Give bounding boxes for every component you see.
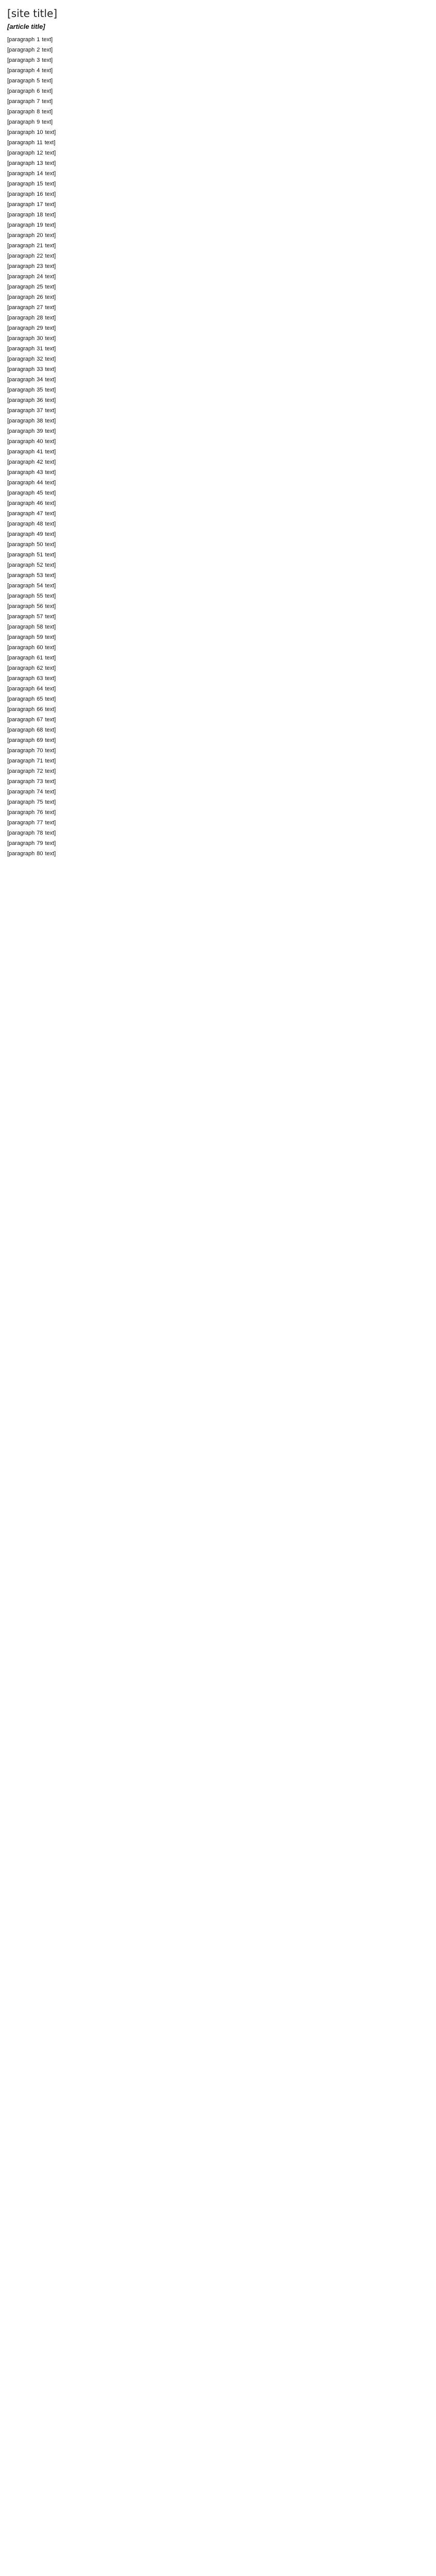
- article-paragraph: [paragraph 20 text]: [7, 232, 56, 239]
- article-paragraph: [paragraph 18 text]: [7, 212, 56, 218]
- article-paragraph: [paragraph 66 text]: [7, 706, 56, 713]
- page: [0, 0, 436, 870]
- article-paragraph: [paragraph 76 text]: [7, 809, 56, 816]
- article-paragraph: [paragraph 5 text]: [7, 78, 53, 84]
- article-paragraph: [paragraph 74 text]: [7, 789, 56, 795]
- article-body: [7, 36, 427, 858]
- article-title: [article title]: [7, 23, 45, 30]
- article-paragraph: [paragraph 65 text]: [7, 696, 56, 702]
- article-paragraph: [paragraph 10 text]: [7, 129, 56, 135]
- article-paragraph: [paragraph 19 text]: [7, 222, 56, 228]
- article-paragraph: [paragraph 79 text]: [7, 840, 56, 846]
- article-paragraph: [paragraph 21 text]: [7, 243, 56, 249]
- article-paragraph: [paragraph 46 text]: [7, 500, 56, 506]
- article-paragraph: [paragraph 49 text]: [7, 531, 56, 537]
- article-paragraph: [paragraph 25 text]: [7, 284, 56, 290]
- article-paragraph: [paragraph 27 text]: [7, 304, 56, 311]
- article-paragraph: [paragraph 31 text]: [7, 346, 56, 352]
- article-paragraph: [paragraph 40 text]: [7, 438, 56, 445]
- article-paragraph: [paragraph 72 text]: [7, 768, 56, 774]
- article-paragraph: [paragraph 38 text]: [7, 418, 56, 424]
- article-paragraph: [paragraph 69 text]: [7, 737, 56, 743]
- article-paragraph: [paragraph 63 text]: [7, 675, 56, 682]
- article-paragraph: [paragraph 59 text]: [7, 634, 56, 640]
- article-paragraph: [paragraph 11 text]: [7, 140, 56, 146]
- article-paragraph: [paragraph 1 text]: [7, 37, 53, 43]
- article-paragraph: [paragraph 73 text]: [7, 778, 56, 785]
- article-paragraph: [paragraph 30 text]: [7, 335, 56, 342]
- article-paragraph: [paragraph 36 text]: [7, 397, 56, 403]
- article-paragraph: [paragraph 77 text]: [7, 820, 56, 826]
- article-paragraph: [paragraph 9 text]: [7, 119, 53, 125]
- article-paragraph: [paragraph 60 text]: [7, 645, 56, 651]
- article-paragraph: [paragraph 17 text]: [7, 201, 56, 208]
- site-title: [site title]: [7, 7, 58, 20]
- article-paragraph: [paragraph 34 text]: [7, 377, 56, 383]
- article-paragraph: [paragraph 78 text]: [7, 830, 56, 836]
- article-paragraph: [paragraph 37 text]: [7, 408, 56, 414]
- article-paragraph: [paragraph 68 text]: [7, 727, 56, 733]
- article-paragraph: [paragraph 28 text]: [7, 315, 56, 321]
- article-paragraph: [paragraph 39 text]: [7, 428, 56, 434]
- article-paragraph: [paragraph 3 text]: [7, 57, 53, 63]
- article-paragraph: [paragraph 42 text]: [7, 459, 56, 465]
- article-paragraph: [paragraph 64 text]: [7, 686, 56, 692]
- article-paragraph: [paragraph 67 text]: [7, 717, 56, 723]
- article-paragraph: [paragraph 43 text]: [7, 469, 56, 476]
- article-paragraph: [paragraph 24 text]: [7, 274, 56, 280]
- article-paragraph: [paragraph 45 text]: [7, 490, 56, 496]
- article-paragraph: [paragraph 22 text]: [7, 253, 56, 259]
- article-paragraph: [paragraph 2 text]: [7, 47, 53, 53]
- article-paragraph: [paragraph 29 text]: [7, 325, 56, 331]
- article-paragraph: [paragraph 57 text]: [7, 614, 56, 620]
- article-paragraph: [paragraph 32 text]: [7, 356, 56, 362]
- article-paragraph: [paragraph 33 text]: [7, 366, 56, 372]
- article-paragraph: [paragraph 48 text]: [7, 521, 56, 527]
- article-paragraph: [paragraph 71 text]: [7, 758, 56, 764]
- article-paragraph: [paragraph 58 text]: [7, 624, 56, 630]
- article-paragraph: [paragraph 7 text]: [7, 98, 53, 105]
- article-paragraph: [paragraph 54 text]: [7, 583, 56, 589]
- article-paragraph: [paragraph 16 text]: [7, 191, 56, 197]
- article-paragraph: [paragraph 12 text]: [7, 150, 56, 156]
- article-paragraph: [paragraph 61 text]: [7, 655, 56, 661]
- article-paragraph: [paragraph 26 text]: [7, 294, 56, 300]
- article-paragraph: [paragraph 4 text]: [7, 67, 53, 74]
- article-paragraph: [paragraph 52 text]: [7, 562, 56, 568]
- article-paragraph: [paragraph 15 text]: [7, 181, 56, 187]
- article-paragraph: [paragraph 13 text]: [7, 160, 56, 166]
- article-paragraph: [paragraph 14 text]: [7, 171, 56, 177]
- article-paragraph: [paragraph 70 text]: [7, 748, 56, 754]
- article-paragraph: [paragraph 80 text]: [7, 851, 56, 857]
- article-paragraph: [paragraph 23 text]: [7, 263, 56, 269]
- article-paragraph: [paragraph 35 text]: [7, 387, 56, 393]
- article-paragraph: [paragraph 50 text]: [7, 541, 56, 548]
- article-paragraph: [paragraph 44 text]: [7, 480, 56, 486]
- article-paragraph: [paragraph 56 text]: [7, 603, 56, 609]
- article-paragraph: [paragraph 47 text]: [7, 511, 56, 517]
- article-paragraph: [paragraph 8 text]: [7, 109, 53, 115]
- article-paragraph: [paragraph 75 text]: [7, 799, 56, 805]
- article-paragraph: [paragraph 41 text]: [7, 449, 56, 455]
- article-paragraph: [paragraph 6 text]: [7, 88, 53, 94]
- article-paragraph: [paragraph 62 text]: [7, 665, 56, 671]
- article-paragraph: [paragraph 51 text]: [7, 552, 56, 558]
- article-paragraph: [paragraph 55 text]: [7, 593, 56, 599]
- article-paragraph: [paragraph 53 text]: [7, 572, 56, 579]
